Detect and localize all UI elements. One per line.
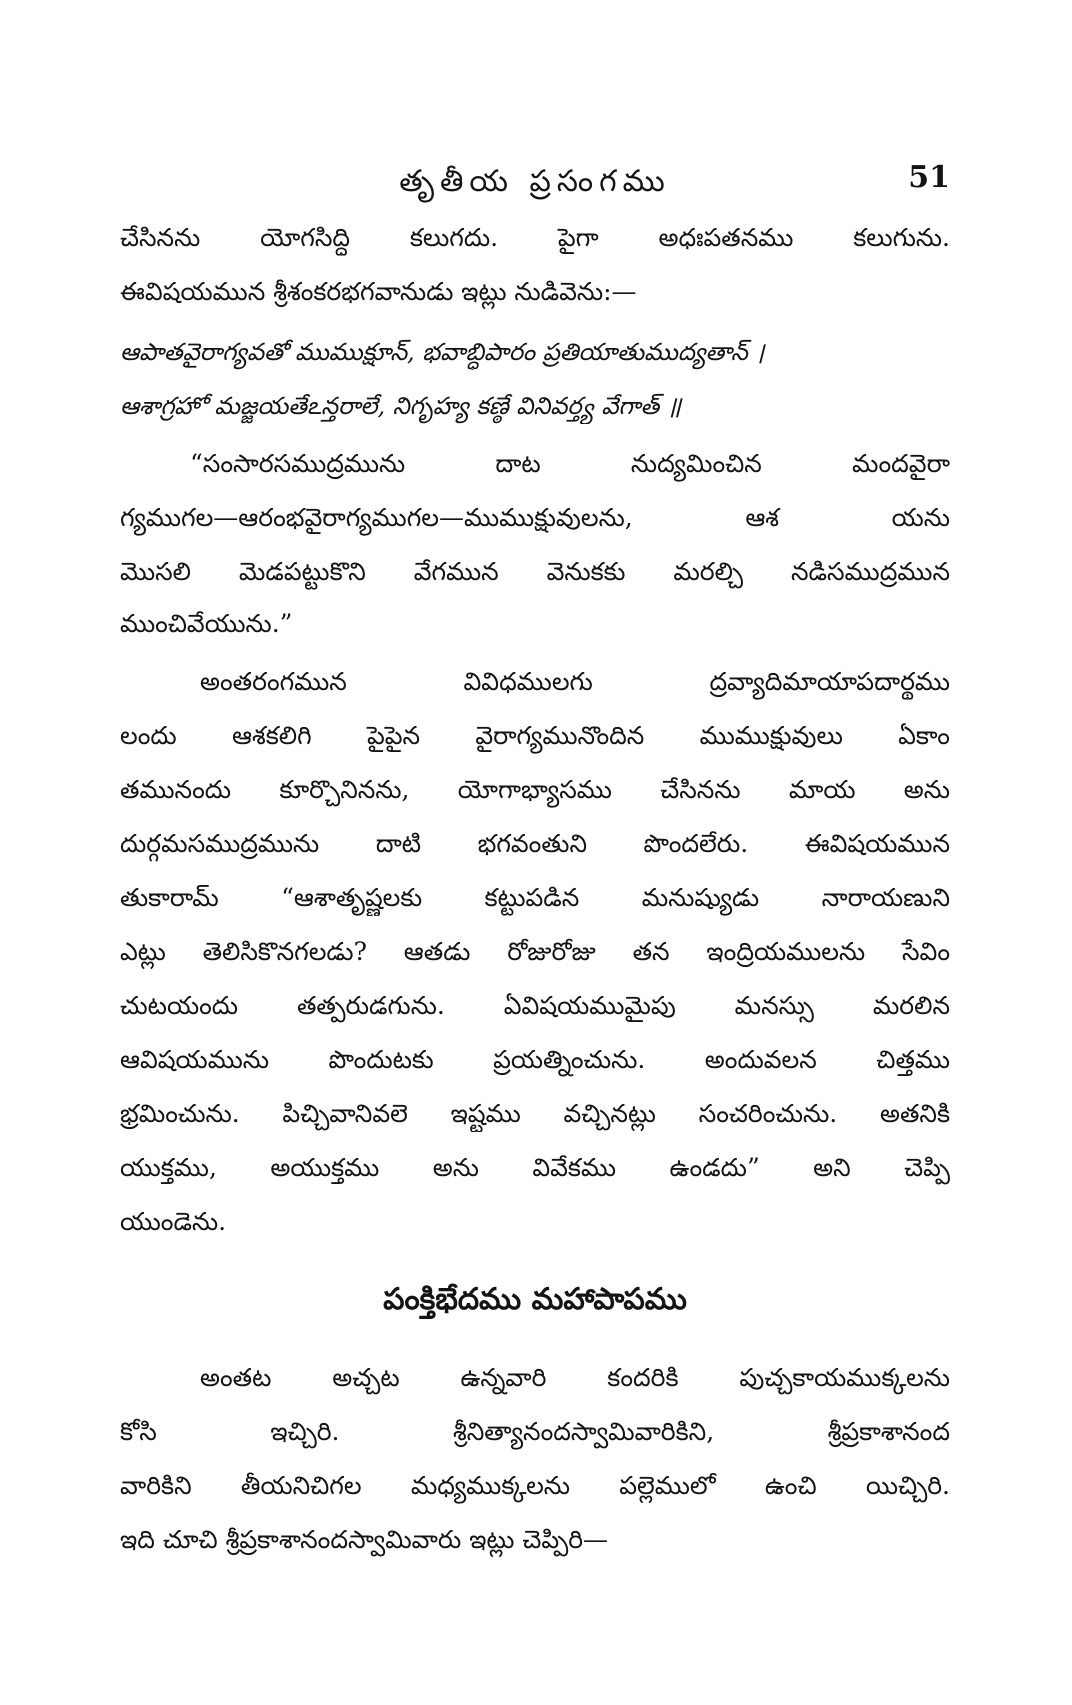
text-line: ముంచివేయును.” — [120, 609, 293, 638]
chapter-title: తృతీయ ప్రసంగము — [399, 164, 671, 199]
text-line: దుర్గమసముద్రమును దాటి భగవంతుని పొందలేరు. ఈవిషయమున — [120, 829, 950, 858]
text-line: వారికిని తీయనిచిగల మధ్యముక్కలను పల్లెములో ఉంచి యిచ్చిరి. — [120, 1471, 950, 1500]
text-line: యుండెను. — [120, 1207, 227, 1236]
section-heading: పంక్తిభేదము మహాపాపము — [383, 1282, 687, 1317]
text-line: అంతట అచ్చట ఉన్నవారి కందరికి పుచ్చకాయముక్కలను — [200, 1363, 950, 1392]
text-line: తుకారామ్ “ఆశాతృష్ణలకు కట్టుపడిన మనుష్యుడు నారాయణుని — [120, 883, 950, 912]
text-line: గ్యముగల—ఆరంభవైరాగ్యముగల—ముముక్షువులను, ఆశ యను — [120, 503, 950, 532]
text-line: తమునందు కూర్చొనినను, యోగాభ్యాసము చేసినను మాయ అను — [120, 775, 950, 804]
text-line: కోసి ఇచ్చిరి. శ్రీనిత్యానందస్వామివారికిని, శ్రీప్రకాశానంద — [120, 1417, 950, 1446]
running-header — [120, 160, 950, 210]
text-line: మొసలి మెడపట్టుకొని వేగమున వెనుకకు మరల్చి నడిసముద్రమున — [120, 557, 950, 586]
text-line: అంతరంగమున వివిధములగు ద్రవ్యాదిమాయాపదార్థము — [200, 667, 950, 696]
text-line: ఎట్లు తెలిసికొనగలడు? ఆతడు రోజురోజు తన ఇంద్రియములను సేవిం — [120, 937, 950, 966]
text-line: ఇది చూచి శ్రీప్రకాశానందస్వామివారు ఇట్లు చెప్పిరి— — [120, 1525, 609, 1554]
text-line: యుక్తము, అయుక్తము అను వివేకము ఉండదు” అని చెప్పి — [120, 1153, 950, 1182]
text-line: ఈవిషయమున శ్రీశంకరభగవానుడు ఇట్లు నుడివెను:— — [120, 277, 637, 306]
text-line: “సంసారసముద్రమును దాట నుద్యమించిన మందవైరా — [190, 449, 950, 478]
verse-line: ఆశాగ్రహో మజ్జయతేఽన్తరాలే, నిగృహ్య కణ్ఠే వినివర్త్య వేగాత్ ॥ — [120, 392, 682, 420]
text-line: లందు ఆశకలిగి పైపైన వైరాగ్యమునొందిన ముముక్షువులు ఏకాం — [120, 721, 950, 750]
text-line: ఆవిషయమును పొందుటకు ప్రయత్నించును. అందువలన చిత్తము — [120, 1045, 950, 1074]
text-line: చుటయందు తత్పరుడగును. ఏవిషయముమైపు మనస్సు మరలిన — [120, 991, 950, 1020]
text-line: భ్రమించును. పిచ్చివానివలె ఇష్టము వచ్చినట్లు సంచరించును. అతనికి — [120, 1099, 950, 1128]
verse-line: ఆపాతవైరాగ్యవతో ముముక్షూన్, భవాబ్ధిపారం ప్రతియాతుముద్యతాన్ । — [120, 338, 765, 366]
text-line: చేసినను యోగసిద్ధి కలుగదు. పైగా అధఃపతనము కలుగును. — [120, 223, 950, 252]
page-number: 51 — [908, 160, 950, 195]
